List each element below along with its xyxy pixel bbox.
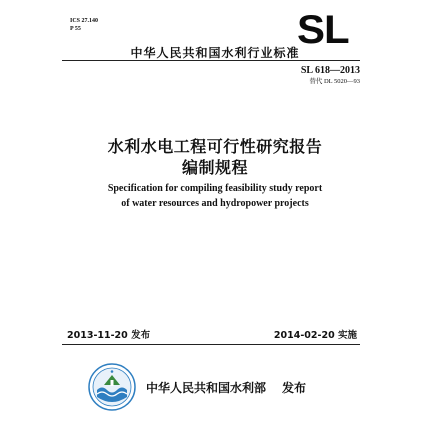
title-chinese-line-2: 编制规程: [181, 158, 248, 177]
title-english-line-2: of water resources and hydropower projects: [121, 198, 309, 209]
ics-code: ICS 27.140: [70, 18, 99, 24]
replaces-code: 替代 DL 5020—93: [309, 78, 360, 85]
top-divider: [62, 60, 360, 61]
issuer-line: [146, 379, 306, 396]
implementation-date: 2014-02-20 实施: [273, 330, 357, 341]
issue-date: 2013-11-20 发布: [67, 330, 151, 341]
standard-code: SL 618—2013: [300, 65, 360, 76]
title-english-line-1: Specification for compiling feasibility study report: [107, 183, 323, 194]
standard-code-block: [301, 64, 360, 86]
title-chinese-line-1: 水利水电工程可行性研究报告: [107, 137, 323, 156]
title-english: [0, 181, 430, 211]
sl-logo: SL: [297, 8, 349, 52]
issuer-name: 中华人民共和国水利部: [146, 381, 267, 395]
classification-code: P 55: [70, 26, 81, 32]
ics-block: [70, 17, 98, 33]
bottom-divider: [62, 344, 360, 345]
title-chinese: [0, 136, 430, 178]
issuer-action: 发布: [282, 381, 307, 395]
ministry-emblem-icon: [88, 363, 136, 411]
standard-type: 中华人民共和国水利行业标准: [130, 46, 300, 60]
